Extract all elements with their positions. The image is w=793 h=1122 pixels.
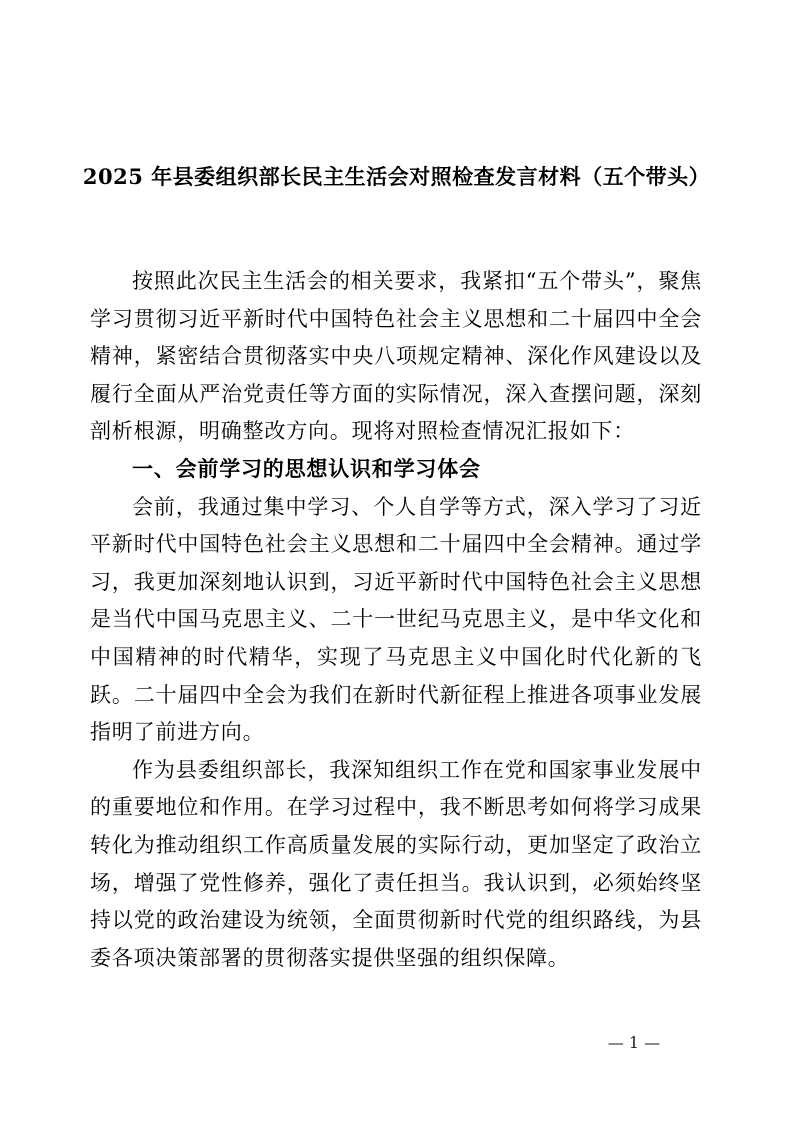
- section-heading-1: 一、会前学习的思想认识和学习体会: [132, 456, 481, 481]
- page-number: — 1 —: [607, 1033, 661, 1052]
- document-title: 2025 年县委组织部长民主生活会对照检查发言材料（五个带头）: [82, 164, 711, 189]
- paragraph-intro: 按照此次民主生活会的相关要求，我紧扣“五个带头”，聚焦学习贯彻习近平新时代中国特色社会主义思想和二十届四中全会精神，紧密结合贯彻落实中央八项规定精神、深化作风建设以及履行全面从严治党责任等方面的实际情况，深入查摆问题，深刻剖析根源，明确整改方向。现将对照检查情况汇报如下：: [90, 269, 702, 444]
- paragraph-study: 会前，我通过集中学习、个人自学等方式，深入学习了习近平新时代中国特色社会主义思想和二十届四中全会精神。通过学习，我更加深刻地认识到，习近平新时代中国特色社会主义思想是当代中国马克思主义、二十一世纪马克思主义，是中华文化和中国精神的时代精华，实现了马克思主义中国化时代化新的飞跃。二十届四中全会为我们在新时代新征程上推进各项事业发展指明了前进方向。: [90, 494, 702, 745]
- document-body: [90, 263, 702, 977]
- paragraph-role: 作为县委组织部长，我深知组织工作在党和国家事业发展中的重要地位和作用。在学习过程中，我不断思考如何将学习成果转化为推动组织工作高质量发展的实际行动，更加坚定了政治立场，增强了党性修养，强化了责任担当。我认识到，必须始终坚持以党的政治建设为统领，全面贯彻新时代党的组织路线，为县委各项决策部署的贯彻落实提供坚强的组织保障。: [90, 757, 702, 970]
